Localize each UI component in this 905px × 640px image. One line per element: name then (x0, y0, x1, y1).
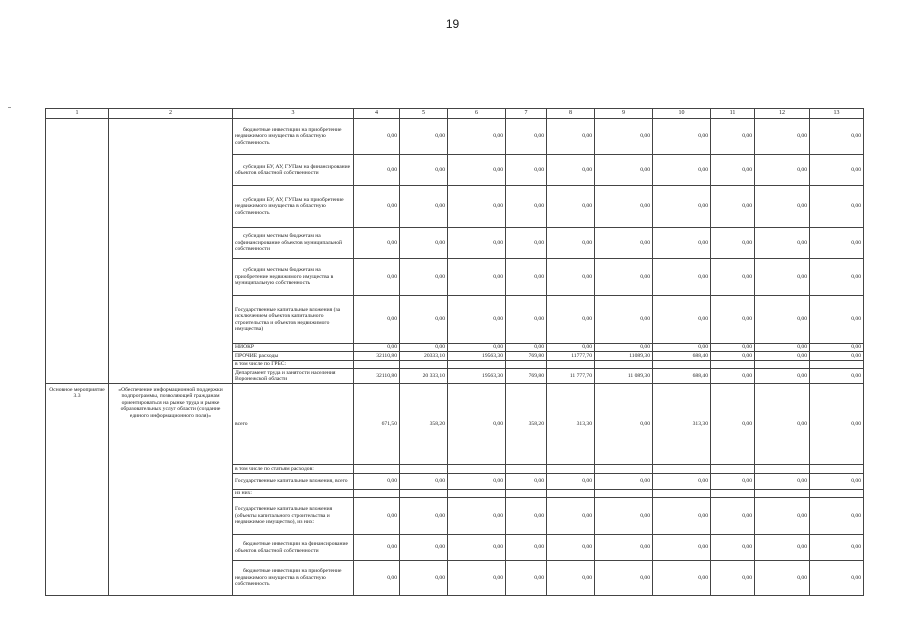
expense-label: Департамент труда и занятости населения Воронежской области (233, 369, 354, 384)
header-cell-6: 6 (448, 109, 506, 119)
value-cell: 0,00 (711, 384, 755, 465)
value-cell: 0,00 (354, 186, 400, 228)
header-cell-3: 3 (233, 109, 354, 119)
value-cell: 0,00 (755, 384, 810, 465)
value-cell: 0,00 (755, 186, 810, 228)
value-cell: 0,00 (595, 474, 653, 490)
value-cell: 0,00 (400, 296, 448, 344)
value-cell: 0,00 (653, 228, 711, 259)
value-cell (810, 465, 864, 474)
value-cell: 11089,30 (595, 352, 653, 361)
value-cell (506, 465, 547, 474)
value-cell: 0,00 (448, 186, 506, 228)
value-cell (653, 490, 711, 498)
value-cell: 0,00 (653, 498, 711, 535)
value-cell (755, 361, 810, 369)
value-cell: 671,50 (354, 384, 400, 465)
value-cell: 0,00 (506, 296, 547, 344)
value-cell: 0,00 (354, 155, 400, 186)
expense-label: субсидии БУ, АУ, ГУПам на финансирование объектов областной собственности (233, 155, 354, 186)
value-cell: 0,00 (755, 535, 810, 561)
value-cell: 0,00 (711, 561, 755, 596)
value-cell: 20333,10 (400, 352, 448, 361)
expense-label: субсидии БУ, АУ, ГУПам на приобретение недвижимого имущества в областную собственность (233, 186, 354, 228)
value-cell: 0,00 (810, 344, 864, 352)
value-cell: 313,30 (547, 384, 595, 465)
value-cell: 0,00 (653, 119, 711, 155)
header-cell-13: 13 (810, 109, 864, 119)
value-cell (354, 490, 400, 498)
value-cell (810, 490, 864, 498)
value-cell: 0,00 (506, 155, 547, 186)
value-cell: 0,00 (711, 119, 755, 155)
expense-label: ПРОЧИЕ расходы (233, 352, 354, 361)
value-cell: 0,00 (354, 535, 400, 561)
value-cell: 0,00 (547, 561, 595, 596)
value-cell (547, 361, 595, 369)
header-cell-8: 8 (547, 109, 595, 119)
value-cell: 0,00 (711, 296, 755, 344)
value-cell: 0,00 (810, 561, 864, 596)
value-cell: 0,00 (400, 498, 448, 535)
value-cell: 0,00 (595, 186, 653, 228)
value-cell: 0,00 (755, 352, 810, 361)
value-cell: 0,00 (810, 384, 864, 465)
value-cell (547, 465, 595, 474)
value-cell (547, 490, 595, 498)
block1-activity-code (46, 119, 109, 384)
value-cell: 0,00 (755, 296, 810, 344)
value-cell: 688,40 (653, 369, 711, 384)
value-cell: 0,00 (711, 155, 755, 186)
value-cell: 0,00 (354, 561, 400, 596)
header-row (46, 109, 864, 119)
expense-label: бюджетные инвестиции на приобретение недвижимого имущества в областную собственность (233, 119, 354, 155)
budget-table (45, 108, 864, 596)
value-cell: 0,00 (448, 296, 506, 344)
value-cell: 0,00 (810, 535, 864, 561)
value-cell (400, 490, 448, 498)
value-cell: 0,00 (547, 119, 595, 155)
value-cell: 20 333,10 (400, 369, 448, 384)
value-cell: 0,00 (506, 498, 547, 535)
value-cell: 0,00 (448, 259, 506, 296)
value-cell: 769,80 (506, 369, 547, 384)
value-cell: 19563,30 (448, 352, 506, 361)
value-cell: 0,00 (755, 369, 810, 384)
value-cell: 32110,80 (354, 352, 400, 361)
value-cell: 0,00 (354, 344, 400, 352)
value-cell: 0,00 (354, 259, 400, 296)
value-cell: 0,00 (810, 259, 864, 296)
value-cell (354, 361, 400, 369)
value-cell: 0,00 (653, 155, 711, 186)
value-cell: 0,00 (354, 228, 400, 259)
value-cell: 0,00 (711, 259, 755, 296)
value-cell: 0,00 (653, 186, 711, 228)
value-cell: 0,00 (755, 561, 810, 596)
value-cell: 0,00 (653, 535, 711, 561)
value-cell (354, 465, 400, 474)
block2-activity-name: «Обеспечение информационной поддержки подпрограммы, позволяющей гражданам ориентироваться на рынке труда и рынке образовательных услуг области (создание единого информационного поля)» (109, 384, 233, 596)
value-cell (506, 490, 547, 498)
value-cell: 358,20 (400, 384, 448, 465)
value-cell: 0,00 (448, 535, 506, 561)
expense-label: бюджетные инвестиции на приобретение недвижимого имущества в областную собственность (233, 561, 354, 596)
value-cell: 0,00 (448, 498, 506, 535)
value-cell: 0,00 (547, 344, 595, 352)
value-cell: 0,00 (810, 155, 864, 186)
value-cell: 0,00 (653, 296, 711, 344)
expense-label: в том числе по ГРБС: (233, 361, 354, 369)
expense-label: Государственные капитальные вложения (за исключением объектов капитального строительства и объектов недвижимого имущества) (233, 296, 354, 344)
value-cell: 11777,70 (547, 352, 595, 361)
value-cell: 0,00 (506, 561, 547, 596)
value-cell: 0,00 (595, 535, 653, 561)
value-cell: 0,00 (755, 228, 810, 259)
value-cell (595, 465, 653, 474)
value-cell: 358,20 (506, 384, 547, 465)
header-cell-9: 9 (595, 109, 653, 119)
value-cell: 0,00 (810, 352, 864, 361)
value-cell (448, 361, 506, 369)
value-cell: 0,00 (448, 384, 506, 465)
value-cell: 0,00 (400, 474, 448, 490)
value-cell: 0,00 (448, 119, 506, 155)
value-cell (755, 490, 810, 498)
value-cell: 0,00 (400, 119, 448, 155)
value-cell: 0,00 (595, 259, 653, 296)
value-cell: 0,00 (810, 369, 864, 384)
block2-activity-code: Основное мероприятие 3.3 (46, 384, 109, 596)
value-cell: 0,00 (547, 155, 595, 186)
block1-row (46, 119, 864, 155)
value-cell (711, 361, 755, 369)
value-cell: 0,00 (810, 119, 864, 155)
value-cell: 0,00 (711, 498, 755, 535)
value-cell (448, 465, 506, 474)
value-cell: 0,00 (506, 535, 547, 561)
value-cell: 0,00 (595, 296, 653, 344)
value-cell: 0,00 (711, 535, 755, 561)
value-cell: 0,00 (354, 119, 400, 155)
value-cell: 0,00 (400, 228, 448, 259)
value-cell (506, 361, 547, 369)
value-cell: 0,00 (400, 259, 448, 296)
header-cell-11: 11 (711, 109, 755, 119)
value-cell (400, 465, 448, 474)
value-cell: 0,00 (755, 498, 810, 535)
value-cell (810, 361, 864, 369)
value-cell (653, 361, 711, 369)
margin-mark (8, 107, 11, 108)
value-cell: 0,00 (755, 474, 810, 490)
value-cell: 0,00 (547, 535, 595, 561)
value-cell: 0,00 (595, 384, 653, 465)
value-cell: 0,00 (448, 155, 506, 186)
value-cell (595, 361, 653, 369)
value-cell: 0,00 (755, 119, 810, 155)
value-cell: 0,00 (653, 474, 711, 490)
value-cell: 0,00 (595, 561, 653, 596)
expense-label: субсидии местным бюджетам на приобретение недвижимого имущества в муниципальную собственность (233, 259, 354, 296)
value-cell: 0,00 (547, 296, 595, 344)
value-cell (595, 490, 653, 498)
value-cell: 0,00 (547, 498, 595, 535)
value-cell: 0,00 (653, 259, 711, 296)
value-cell (755, 465, 810, 474)
value-cell: 0,00 (755, 155, 810, 186)
header-cell-7: 7 (506, 109, 547, 119)
value-cell: 0,00 (547, 474, 595, 490)
expense-label: из них: (233, 490, 354, 498)
expense-label: Государственные капитальные вложения, всего (233, 474, 354, 490)
header-cell-1: 1 (46, 109, 109, 119)
value-cell: 0,00 (711, 228, 755, 259)
value-cell (711, 465, 755, 474)
block1-activity-name (109, 119, 233, 384)
expense-label: субсидии местным бюджетам на софинансирование объектов муниципальной собственности (233, 228, 354, 259)
value-cell (711, 490, 755, 498)
value-cell: 0,00 (547, 186, 595, 228)
value-cell: 0,00 (810, 186, 864, 228)
value-cell: 0,00 (595, 119, 653, 155)
value-cell: 0,00 (448, 228, 506, 259)
value-cell: 0,00 (810, 474, 864, 490)
value-cell: 0,00 (506, 228, 547, 259)
value-cell: 0,00 (400, 535, 448, 561)
value-cell: 0,00 (653, 561, 711, 596)
value-cell: 0,00 (711, 344, 755, 352)
expense-label: бюджетные инвестиции на финансирование объектов областной собственности (233, 535, 354, 561)
header-cell-2: 2 (109, 109, 233, 119)
value-cell: 0,00 (711, 474, 755, 490)
expense-label: Государственные капитальные вложения (объекты капитального строительства и недвижимое имущество), из них: (233, 498, 354, 535)
value-cell: 0,00 (506, 474, 547, 490)
value-cell: 0,00 (595, 344, 653, 352)
value-cell (653, 465, 711, 474)
value-cell: 0,00 (547, 228, 595, 259)
value-cell: 0,00 (595, 155, 653, 186)
value-cell: 0,00 (400, 155, 448, 186)
value-cell: 0,00 (711, 369, 755, 384)
value-cell: 769,80 (506, 352, 547, 361)
value-cell: 0,00 (506, 186, 547, 228)
value-cell: 0,00 (810, 228, 864, 259)
value-cell (400, 361, 448, 369)
value-cell: 11 089,30 (595, 369, 653, 384)
value-cell: 0,00 (506, 119, 547, 155)
value-cell: 0,00 (755, 259, 810, 296)
value-cell: 0,00 (400, 186, 448, 228)
value-cell: 0,00 (711, 186, 755, 228)
value-cell: 0,00 (755, 344, 810, 352)
value-cell: 0,00 (711, 352, 755, 361)
header-cell-10: 10 (653, 109, 711, 119)
value-cell: 0,00 (506, 344, 547, 352)
value-cell: 0,00 (354, 474, 400, 490)
header-cell-4: 4 (354, 109, 400, 119)
value-cell: 688,40 (653, 352, 711, 361)
expense-label: всего (233, 384, 354, 465)
expense-label: в том числе по статьям расходов: (233, 465, 354, 474)
value-cell: 0,00 (595, 498, 653, 535)
value-cell: 0,00 (810, 296, 864, 344)
value-cell: 0,00 (547, 259, 595, 296)
block2-row (46, 384, 864, 465)
value-cell: 0,00 (354, 498, 400, 535)
value-cell: 0,00 (653, 344, 711, 352)
expense-label: НИОКР (233, 344, 354, 352)
value-cell: 19563,30 (448, 369, 506, 384)
value-cell: 0,00 (448, 561, 506, 596)
value-cell: 0,00 (810, 498, 864, 535)
value-cell (448, 490, 506, 498)
page-number: 19 (445, 17, 460, 31)
header-cell-12: 12 (755, 109, 810, 119)
value-cell: 0,00 (506, 259, 547, 296)
value-cell: 32110,80 (354, 369, 400, 384)
value-cell: 313,30 (653, 384, 711, 465)
value-cell: 0,00 (400, 344, 448, 352)
value-cell: 0,00 (448, 344, 506, 352)
value-cell: 0,00 (595, 228, 653, 259)
value-cell: 0,00 (354, 296, 400, 344)
value-cell: 11 777,70 (547, 369, 595, 384)
header-cell-5: 5 (400, 109, 448, 119)
value-cell: 0,00 (448, 474, 506, 490)
value-cell: 0,00 (400, 561, 448, 596)
